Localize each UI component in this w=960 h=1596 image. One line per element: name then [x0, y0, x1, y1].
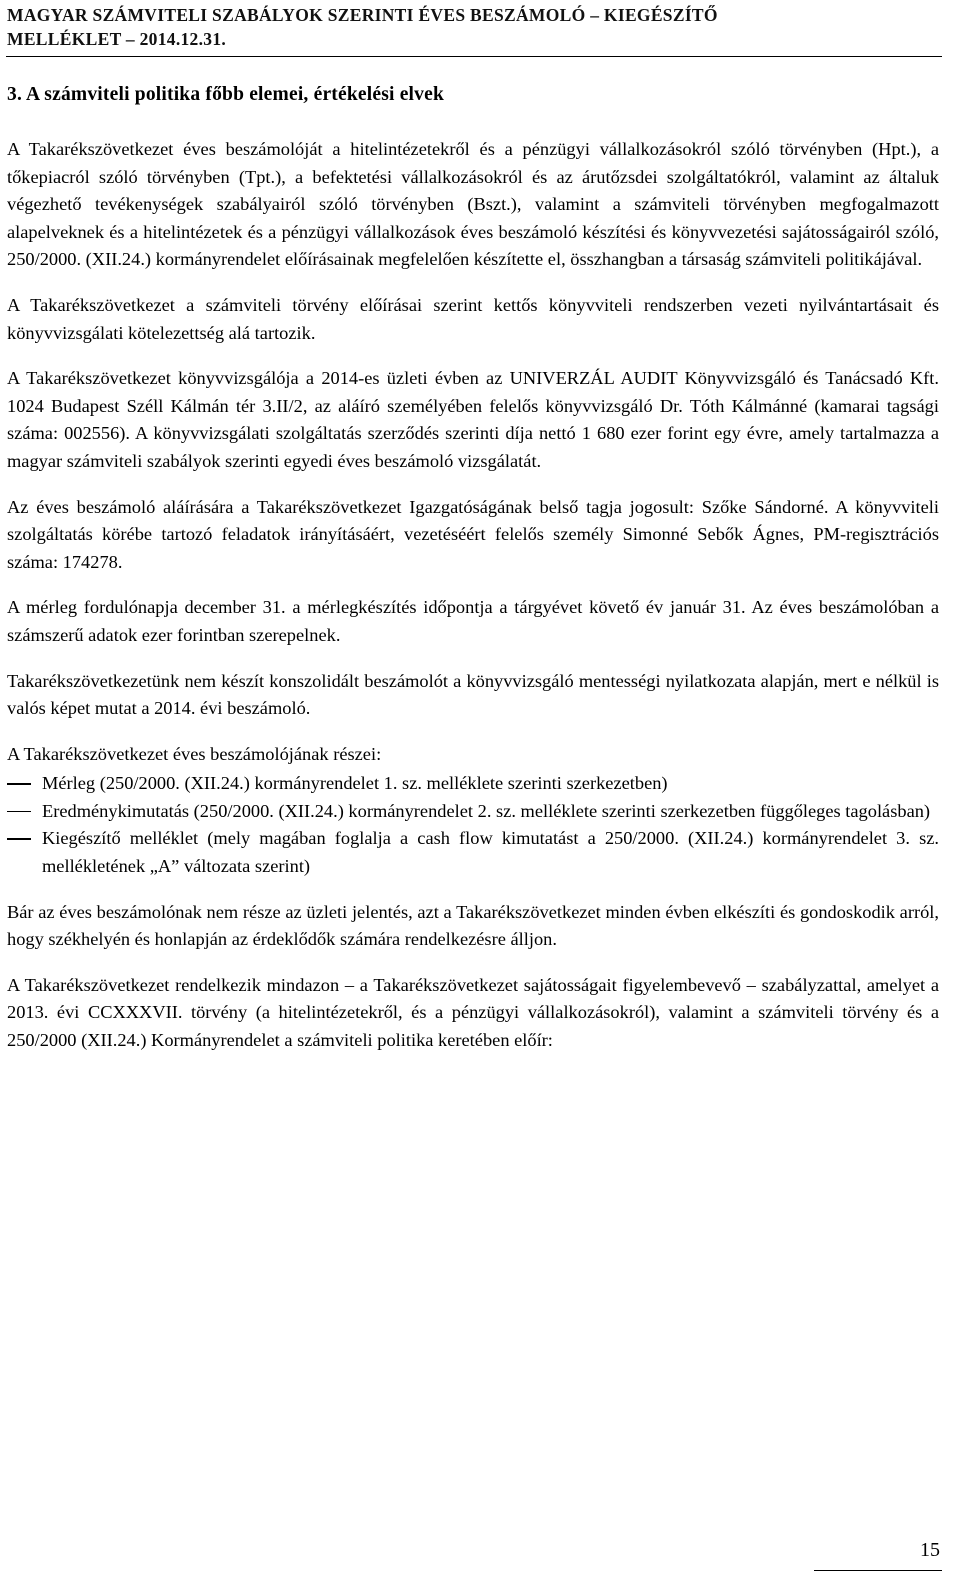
paragraph-consolidation: Takarékszövetkezetünk nem készít konszolidált beszámolót a könyvvizsgáló mentességi nyilatkozata alapján, mert e nélkül is valós képet mutat a 2014. évi beszámoló.	[7, 670, 939, 719]
page-number: 15	[920, 1539, 940, 1561]
report-parts-list	[7, 770, 939, 880]
list-item-text: Mérleg (250/2000. (XII.24.) kormányrendelet 1. sz. melléklete szerinti szerkezetben)	[42, 773, 668, 794]
dash-bullet-icon	[7, 783, 31, 785]
paragraph-bookkeeping-system: A Takarékszövetkezet a számviteli törvény előírásai szerint kettős könyvviteli rendszerben vezeti nyilvántartásait és könyvvizsgálati kötelezettség alá tartozik.	[7, 294, 939, 343]
list-item-text: Kiegészítő melléklet (mely magában foglalja a cash flow kimutatást a 250/2000. (XII.24.) kormányrendelet 3. sz. mellékletének „A” változata szerint)	[42, 828, 939, 877]
paragraph-report-parts-intro: A Takarékszövetkezet éves beszámolójának részei:	[7, 743, 382, 764]
dash-bullet-icon	[7, 811, 31, 813]
header-divider	[6, 56, 942, 57]
document-header	[7, 3, 947, 51]
paragraph-auditor: A Takarékszövetkezet könyvvizsgálója a 2014-es üzleti évben az UNIVERZÁL AUDIT Könyvvizsgáló és Tanácsadó Kft. 1024 Budapest Széll Kálmán tér 3.II/2, az aláíró személyében felelős könyvvizsgáló Dr. Tóth Kálmánné (kamarai tagsági száma: 002556). A könyvvizsgálati szolgáltatás szerződés szerinti díja nettó 1 680 ezer forint egy évre, amely tartalmazza a magyar számviteli szabályok szerinti egyedi éves beszámoló vizsgálatát.	[7, 368, 939, 471]
header-title-line-1: MAGYAR SZÁMVITELI SZABÁLYOK SZERINTI ÉVES BESZÁMOLÓ – KIEGÉSZÍTŐ	[7, 5, 718, 25]
header-title-line-2: MELLÉKLET – 2014.12.31.	[7, 29, 227, 49]
document-body	[7, 136, 939, 1073]
list-item	[7, 770, 939, 798]
section-heading: 3. A számviteli politika főbb elemei, értékelési elvek	[7, 84, 445, 105]
list-item	[7, 798, 939, 826]
list-item-text: Eredménykimutatás (250/2000. (XII.24.) kormányrendelet 2. sz. melléklete szerinti szerkezetben függőleges tagolásban)	[42, 800, 931, 821]
paragraph-accounting-basis: A Takarékszövetkezet éves beszámolóját a hitelintézetekről és a pénzügyi vállalkozásokról szóló törvényben (Hpt.), a tőkepiacról szóló törvényben (Tpt.), a befektetési vállalkozásokról és az árutőzsdei szolgáltatókról, valamint az általuk végezhető tevékenységek szabályairól szóló törvényben (Bszt.), valamint a számviteli törvényben megfogalmazott alapelveknek és a hitelintézetek és a pénzügyi vállalkozások éves beszámoló készítési és könyvvezetési sajátosságairól szóló, 250/2000. (XII.24.) kormányrendelet előírásainak megfelelően készítette el, összhangban a társaság számviteli politikájával.	[7, 139, 939, 270]
list-item	[7, 825, 939, 880]
paragraph-signatory: Az éves beszámoló aláírására a Takarékszövetkezet Igazgatóságának belső tagja jogosult: Szőke Sándorné. A könyvviteli szolgáltatás körébe tartozó feladatok irányításáért, vezetéséért felelős személy Simonné Sebők Ágnes, PM-regisztrációs száma: 174278.	[7, 496, 939, 572]
footer-divider	[814, 1570, 942, 1571]
paragraph-business-report: Bár az éves beszámolónak nem része az üzleti jelentés, azt a Takarékszövetkezet minden évben elkészíti és gondoskodik arról, hogy székhelyén és honlapján az érdeklődők számára rendelkezésre álljon.	[7, 901, 939, 950]
paragraph-regulations: A Takarékszövetkezet rendelkezik mindazon – a Takarékszövetkezet sajátosságait figyelembevevő – szabályzattal, amelyet a 2013. évi CCXXXVII. törvény (a hitelintézetekről, és a pénzügyi vállalkozásokról), valamint a számviteli törvény és a 250/2000 (XII.24.) Kormányrendelet a számviteli politika keretében előír:	[7, 974, 939, 1051]
paragraph-balance-sheet-date: A mérleg fordulónapja december 31. a mérlegkészítés időpontja a tárgyévet követő év január 31. Az éves beszámolóban a számszerű adatok ezer forintban szerepelnek.	[7, 597, 939, 645]
dash-bullet-icon	[7, 838, 31, 840]
